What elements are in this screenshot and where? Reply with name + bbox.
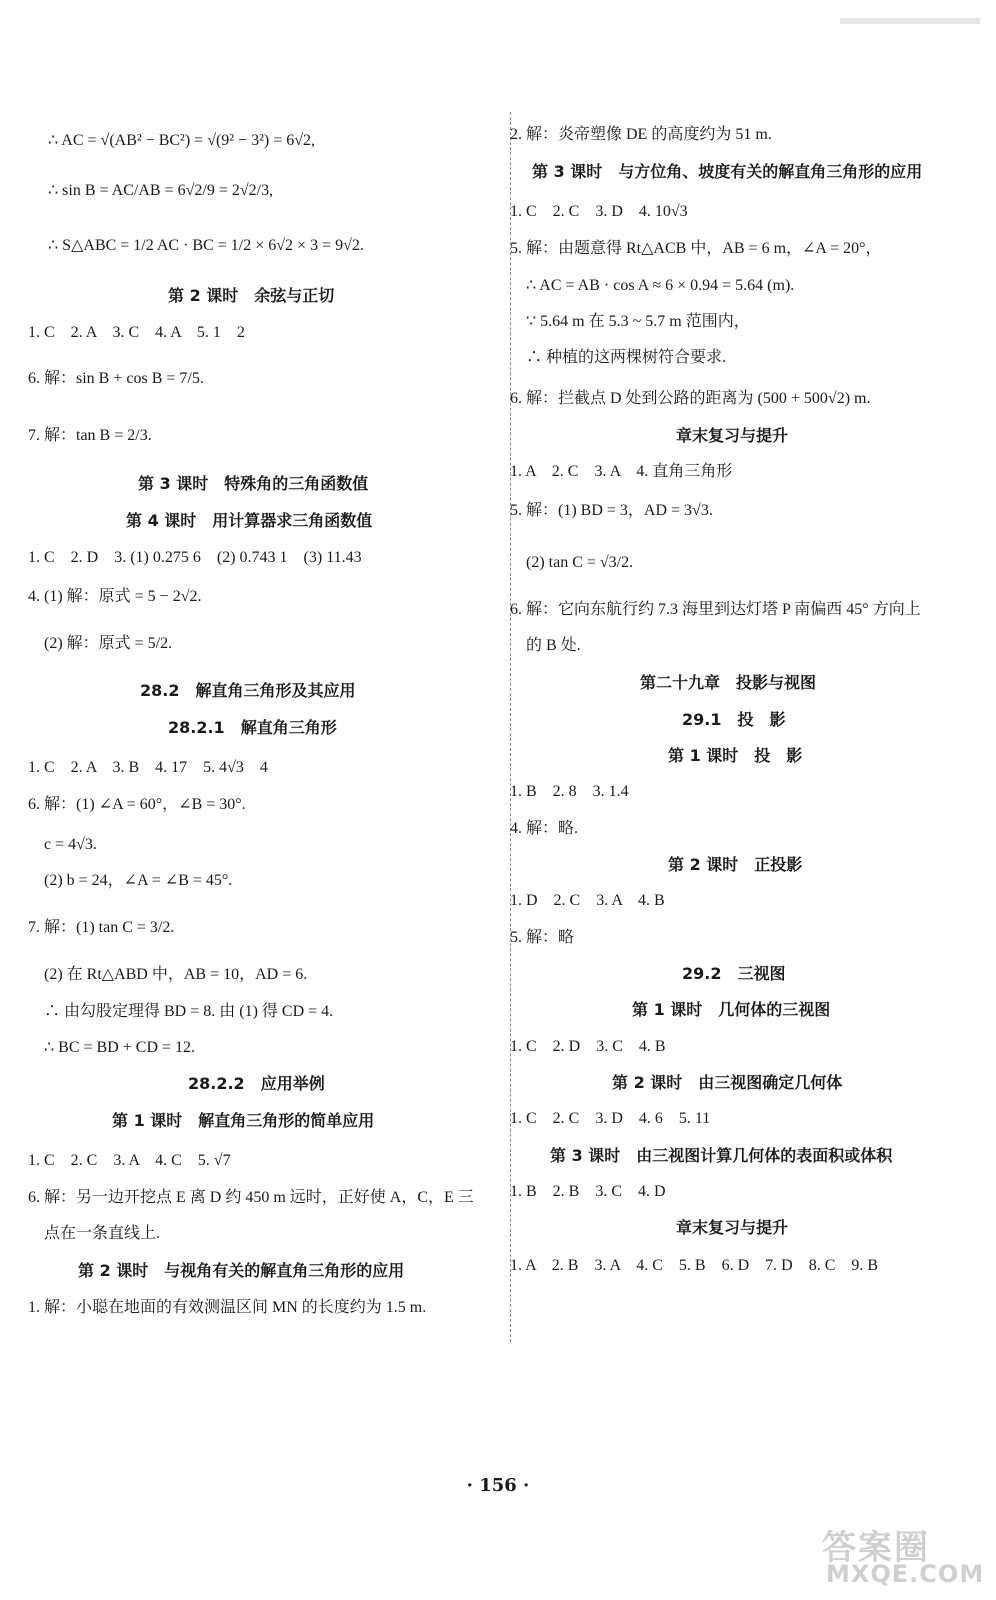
answer-line: c = 4√3.: [44, 836, 97, 853]
lesson-heading: 第 2 课时 正投影: [668, 855, 803, 874]
scan-corner-mark: [840, 18, 980, 24]
answer-line: ∴ AC = √(AB² − BC²) = √(9² − 3²) = 6√2,: [48, 132, 316, 149]
lesson-heading: 第 1 课时 投 影: [668, 746, 803, 765]
answer-line: ∴ S△ABC = 1/2 AC · BC = 1/2 × 6√2 × 3 = 9√2.: [48, 237, 364, 254]
answer-line: 1. B 2. 8 3. 1.4: [510, 783, 629, 800]
answer-line: 1. A 2. C 3. A 4. 直角三角形: [510, 463, 733, 480]
answer-line: 1. C 2. D 3. (1) 0.275 6 (2) 0.743 1 (3) 11.43: [28, 549, 362, 566]
section-heading: 29.1 投 影: [682, 710, 786, 729]
answer-line: 6. 解：sin B + cos B = 7/5.: [28, 370, 204, 387]
answer-line: 2. 解：炎帝塑像 DE 的高度约为 51 m.: [510, 126, 772, 143]
answer-line: 点在一条直线上.: [44, 1225, 161, 1242]
answer-line: 5. 解：由题意得 Rt△ACB 中，AB = 6 m，∠A = 20°，: [510, 240, 882, 257]
column-divider: [510, 112, 511, 1342]
answer-line: ∴ sin B = AC/AB = 6√2/9 = 2√2/3,: [48, 182, 274, 199]
answer-line: ∴ 由勾股定理得 BD = 8. 由 (1) 得 CD = 4.: [44, 1003, 334, 1020]
answer-line: 5. 解：(1) BD = 3，AD = 3√3.: [510, 502, 713, 519]
section-heading: 28.2 解直角三角形及其应用: [140, 681, 356, 700]
answer-line: 1. B 2. B 3. C 4. D: [510, 1183, 666, 1200]
chapter-heading: 第二十九章 投影与视图: [640, 673, 817, 692]
section-heading: 28.2.1 解直角三角形: [168, 718, 337, 737]
lesson-heading: 第 2 课时 余弦与正切: [168, 286, 335, 305]
answer-line: 6. 解：拦截点 D 处到公路的距离为 (500 + 500√2) m.: [510, 390, 871, 407]
answer-line: (2) tan C = √3/2.: [526, 554, 634, 571]
answer-line: 6. 解：(1) ∠A = 60°，∠B = 30°.: [28, 796, 246, 813]
lesson-heading: 第 3 课时 特殊角的三角函数值: [138, 474, 369, 493]
chapter-review-heading: 章末复习与提升: [676, 426, 789, 445]
answer-line: 7. 解：(1) tan C = 3/2.: [28, 919, 175, 936]
answer-line: 6. 解：另一边开挖点 E 离 D 约 450 m 远时，正好使 A，C，E 三: [28, 1189, 474, 1206]
answer-line: (2) 在 Rt△ABD 中，AB = 10，AD = 6.: [44, 966, 308, 983]
lesson-heading: 第 3 课时 由三视图计算几何体的表面积或体积: [550, 1146, 893, 1165]
chapter-review-heading: 章末复习与提升: [676, 1218, 789, 1237]
answer-line: 5. 解：略: [510, 929, 575, 946]
answer-line: 1. C 2. A 3. B 4. 17 5. 4√3 4: [28, 759, 268, 776]
answer-line: 6. 解：它向东航行约 7.3 海里到达灯塔 P 南偏西 45° 方向上: [510, 601, 921, 618]
answer-line: 1. 解：小聪在地面的有效测温区间 MN 的长度约为 1.5 m.: [28, 1299, 427, 1316]
watermark-text-bottom: MXQE.COM: [826, 1560, 985, 1588]
lesson-heading: 第 4 课时 用计算器求三角函数值: [126, 511, 373, 530]
answer-line: 1. A 2. B 3. A 4. C 5. B 6. D 7. D 8. C 9. B: [510, 1257, 879, 1274]
page-number: · 156 ·: [466, 1475, 530, 1496]
answer-line: (2) b = 24，∠A = ∠B = 45°.: [44, 872, 233, 889]
answer-line: 1. C 2. C 3. D 4. 10√3: [510, 203, 688, 220]
answer-line: 1. C 2. C 3. D 4. 6 5. 11: [510, 1110, 711, 1127]
lesson-heading: 第 1 课时 解直角三角形的简单应用: [112, 1111, 375, 1130]
answer-line: 1. D 2. C 3. A 4. B: [510, 892, 665, 909]
answer-line: 7. 解：tan B = 2/3.: [28, 427, 152, 444]
answer-line: 1. C 2. A 3. C 4. A 5. 1 2: [28, 324, 245, 341]
watermark-logo: [822, 1520, 990, 1592]
answer-line: (2) 解：原式 = 5/2.: [44, 635, 173, 652]
lesson-heading: 第 2 课时 与视角有关的解直角三角形的应用: [78, 1261, 405, 1280]
answer-line: ∴ 种植的这两棵树符合要求.: [526, 349, 727, 366]
section-heading: 28.2.2 应用举例: [188, 1074, 325, 1093]
lesson-heading: 第 2 课时 由三视图确定几何体: [612, 1073, 843, 1092]
watermark-text-top: 答案圈: [822, 1528, 930, 1568]
answer-line: ∴ AC = AB · cos A ≈ 6 × 0.94 = 5.64 (m).: [526, 277, 795, 294]
answer-line: 4. (1) 解：原式 = 5 − 2√2.: [28, 588, 202, 605]
answer-line: 1. C 2. C 3. A 4. C 5. √7: [28, 1152, 231, 1169]
answer-line: ∵ 5.64 m 在 5.3 ~ 5.7 m 范围内，: [526, 313, 750, 330]
answer-line: 1. C 2. D 3. C 4. B: [510, 1038, 666, 1055]
answer-line: 4. 解：略.: [510, 820, 579, 837]
lesson-heading: 第 3 课时 与方位角、坡度有关的解直角三角形的应用: [532, 162, 923, 181]
answer-line: ∴ BC = BD + CD = 12.: [44, 1039, 196, 1056]
section-heading: 29.2 三视图: [682, 964, 786, 983]
answer-line: 的 B 处.: [526, 637, 581, 654]
lesson-heading: 第 1 课时 几何体的三视图: [632, 1000, 831, 1019]
